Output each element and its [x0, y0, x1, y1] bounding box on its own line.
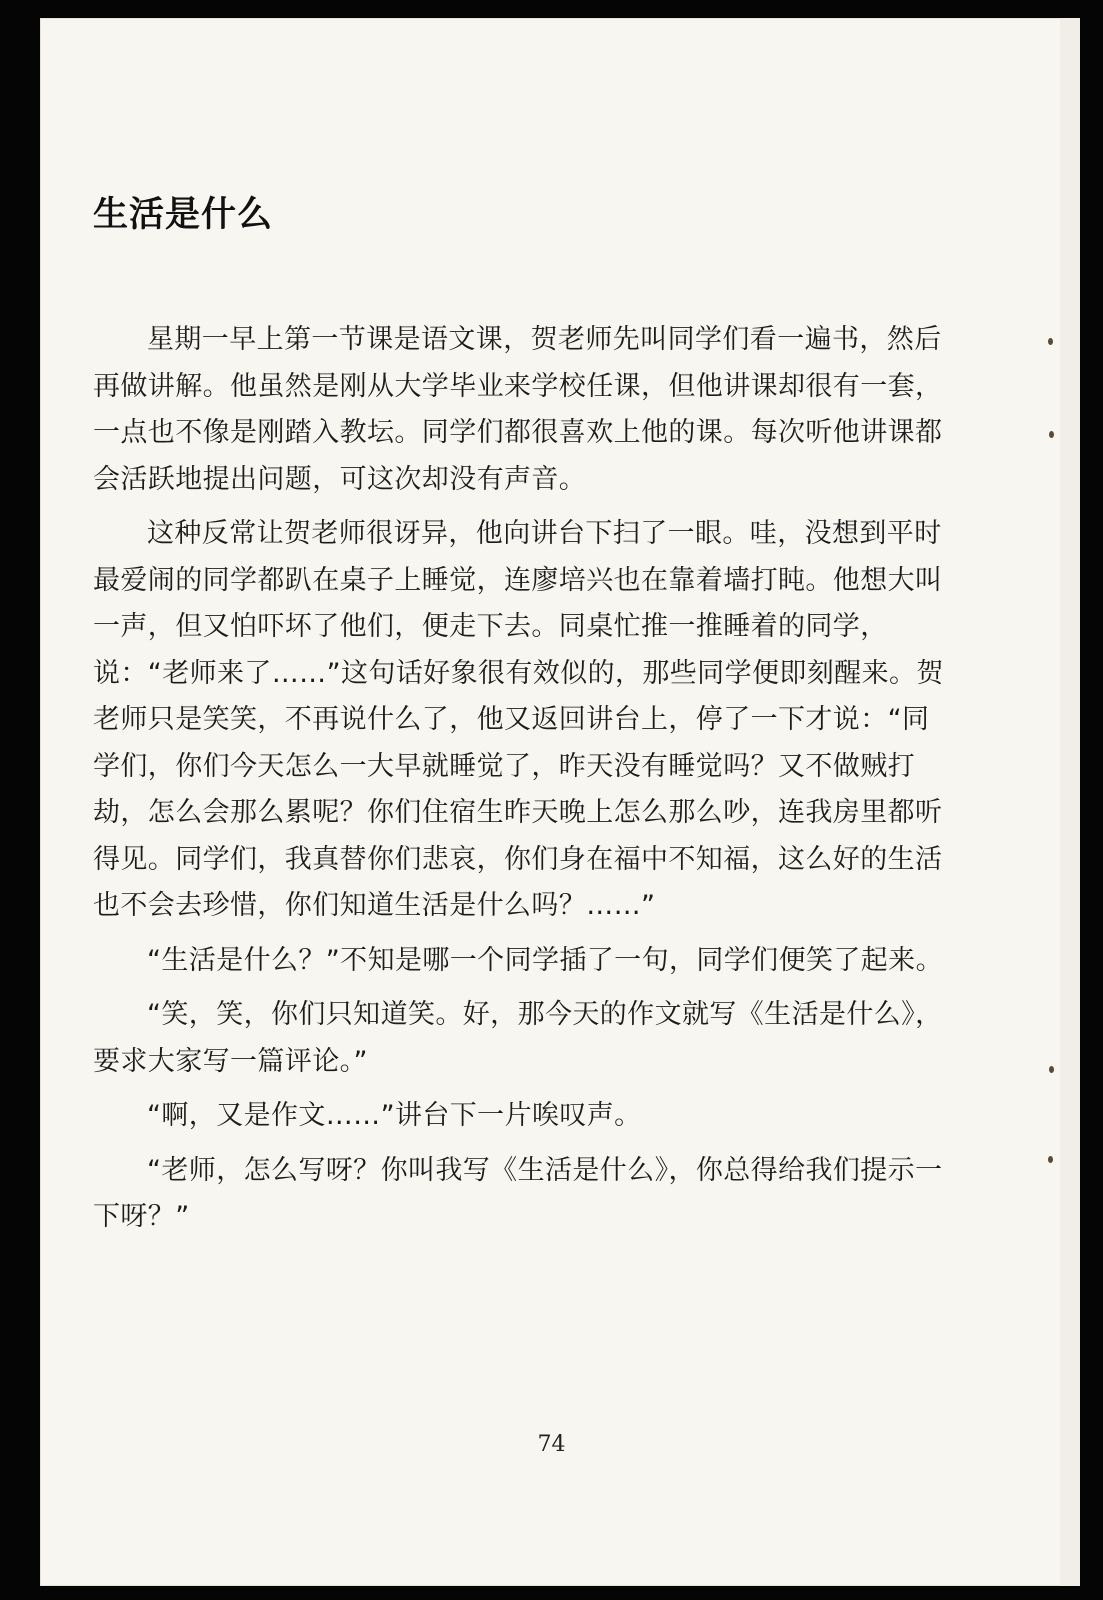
document-title: 生活是什么 — [93, 195, 274, 235]
paragraph-1: 星期一早上第一节课是语文课，贺老师先叫同学们看一遍书，然后再做讲解。他虽然是刚从大学毕业来学校任课，但他讲课却很有一套，一点也不像是刚踏入教坛。同学们都很喜欢上他的课。每次听他讲课都会活跃地提出问题，可这次却没有声音。 — [93, 324, 943, 495]
document-page — [93, 191, 945, 1249]
paragraph-3: “生活是什么？”不知是哪一个同学插了一句，同学们便笑了起来。 — [147, 944, 943, 976]
paper-speck — [1048, 338, 1053, 345]
paper-edge — [1060, 18, 1080, 1586]
paragraph-2: 这种反常让贺老师很讶异，他向讲台下扫了一眼。哇，没想到平时最爱闹的同学都趴在桌子上睡觉，连廖培兴也在靠着墙打盹。他想大叫一声，但又怕吓坏了他们，便走下去。同桌忙推一推睡着的同学，说：“老师来了……”这句话好象很有效似的，那些同学便即刻醒来。贺老师只是笑笑，不再说什么了，他又返回讲台上，停了一下才说：“同学们，你们今天怎么一大早就睡觉了，昨天没有睡觉吗？又不做贼打劫，怎么会那么累呢？你们住宿生昨天晚上怎么那么吵，连我房里都听得见。同学们，我真替你们悲哀，你们身在福中不知福，这么好的生活也不会去珍惜，你们知道生活是什么吗？……” — [93, 518, 944, 921]
paper-speck — [1048, 1156, 1053, 1163]
paper-speck — [1049, 431, 1054, 438]
page-number: 74 — [537, 1432, 566, 1457]
paragraph-4: “笑，笑，你们只知道笑。好，那今天的作文就写《生活是什么》，要求大家写一篇评论。” — [93, 999, 943, 1077]
paragraph-6: “老师，怎么写呀？你叫我写《生活是什么》，你总得给我们提示一下呀？” — [93, 1154, 943, 1232]
paragraph-5: “啊，又是作文……”讲台下一片唉叹声。 — [147, 1100, 642, 1131]
paper-speck — [1049, 1066, 1054, 1073]
